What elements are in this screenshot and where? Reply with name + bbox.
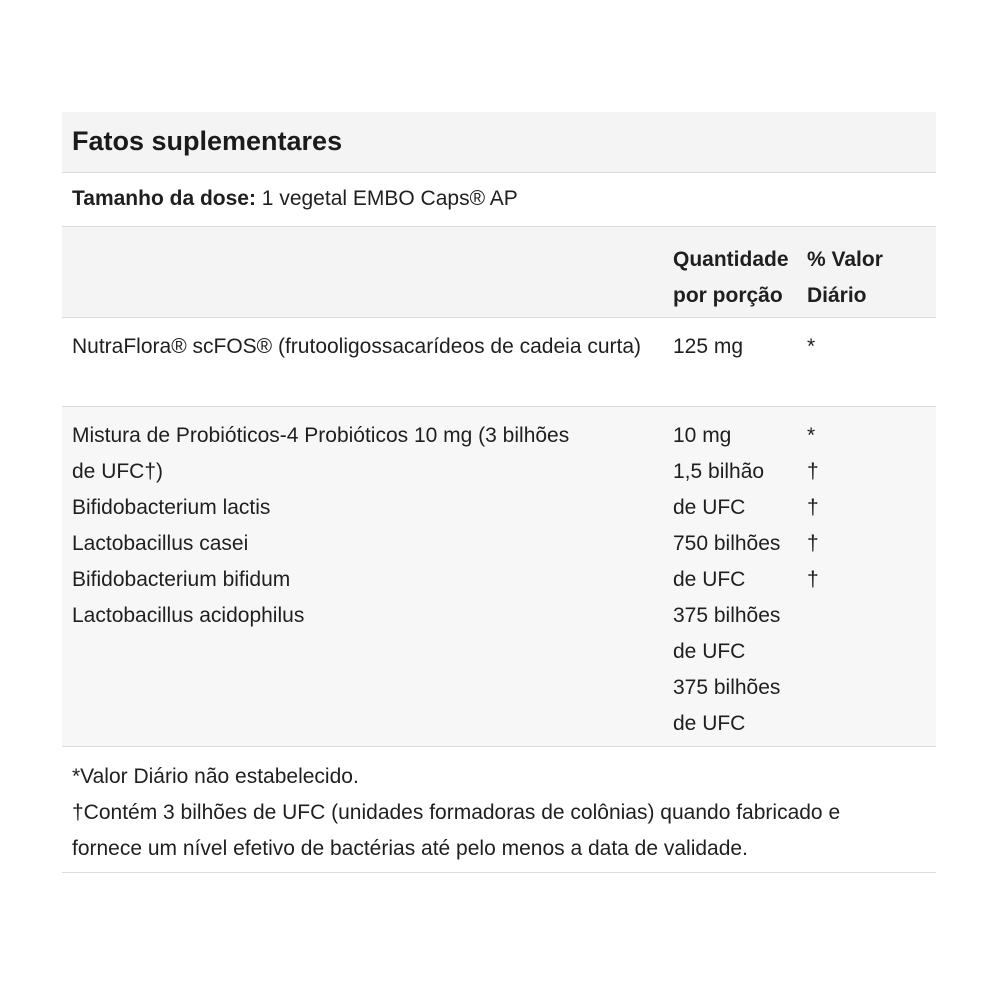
ingredient-amount: 125 mg [673, 335, 744, 358]
amount-line: 375 bilhões [673, 676, 781, 699]
serving-size-value: 1 vegetal EMBO Caps® AP [255, 187, 518, 210]
serving-size-label: Tamanho da dose: [72, 187, 256, 210]
supplement-facts-panel [62, 112, 936, 873]
header-ingredient-cell [62, 242, 663, 317]
footnote-daily-value: *Valor Diário não estabelecido. [72, 765, 359, 788]
ingredient-daily-value: * [807, 335, 816, 358]
ingredient-line: Mistura de Probióticos-4 Probióticos 10 mg (3 bilhões [72, 424, 570, 447]
header-dv-line1: % Valor [807, 248, 883, 271]
panel-title: Fatos suplementares [62, 112, 936, 173]
dv-line: † [807, 568, 819, 591]
dv-line: * [807, 424, 816, 447]
dv-line: † [807, 496, 819, 519]
ingredient-name: NutraFlora® scFOS® (frutooligossacarídeos de cadeia curta) [72, 335, 642, 358]
header-daily-value [805, 242, 936, 317]
table-header-row [62, 227, 936, 318]
footnote-cfu-line1: †Contém 3 bilhões de UFC (unidades formadoras de colônias) quando fabricado e [72, 801, 841, 824]
ingredient-line: Lactobacillus casei [72, 532, 249, 555]
header-dv-line2: Diário [807, 284, 867, 307]
serving-size-row [62, 173, 936, 227]
ingredient-line: Bifidobacterium bifidum [72, 568, 291, 591]
amount-line: 10 mg [673, 424, 732, 447]
ingredient-dv-list [805, 418, 936, 746]
ingredient-line: de UFC†) [72, 460, 164, 483]
ingredient-name-list [62, 418, 663, 746]
amount-line: de UFC [673, 712, 746, 735]
footnotes [62, 747, 936, 873]
ingredient-amount-list [663, 418, 805, 746]
amount-line: 375 bilhões [673, 604, 781, 627]
amount-line: 1,5 bilhão [673, 460, 765, 483]
table-row [62, 318, 936, 407]
ingredient-line: Bifidobacterium lactis [72, 496, 271, 519]
dv-line: † [807, 532, 819, 555]
table-row [62, 407, 936, 747]
dv-line: † [807, 460, 819, 483]
ingredient-line: Lactobacillus acidophilus [72, 604, 305, 627]
header-quantity [663, 242, 805, 317]
amount-line: de UFC [673, 568, 746, 591]
header-quantity-line2: por porção [673, 284, 783, 307]
amount-line: de UFC [673, 496, 746, 519]
amount-line: de UFC [673, 640, 746, 663]
header-quantity-line1: Quantidade [673, 248, 789, 271]
footnote-cfu-line2: fornece um nível efetivo de bactérias até pelo menos a data de validade. [72, 837, 748, 860]
amount-line: 750 bilhões [673, 532, 781, 555]
